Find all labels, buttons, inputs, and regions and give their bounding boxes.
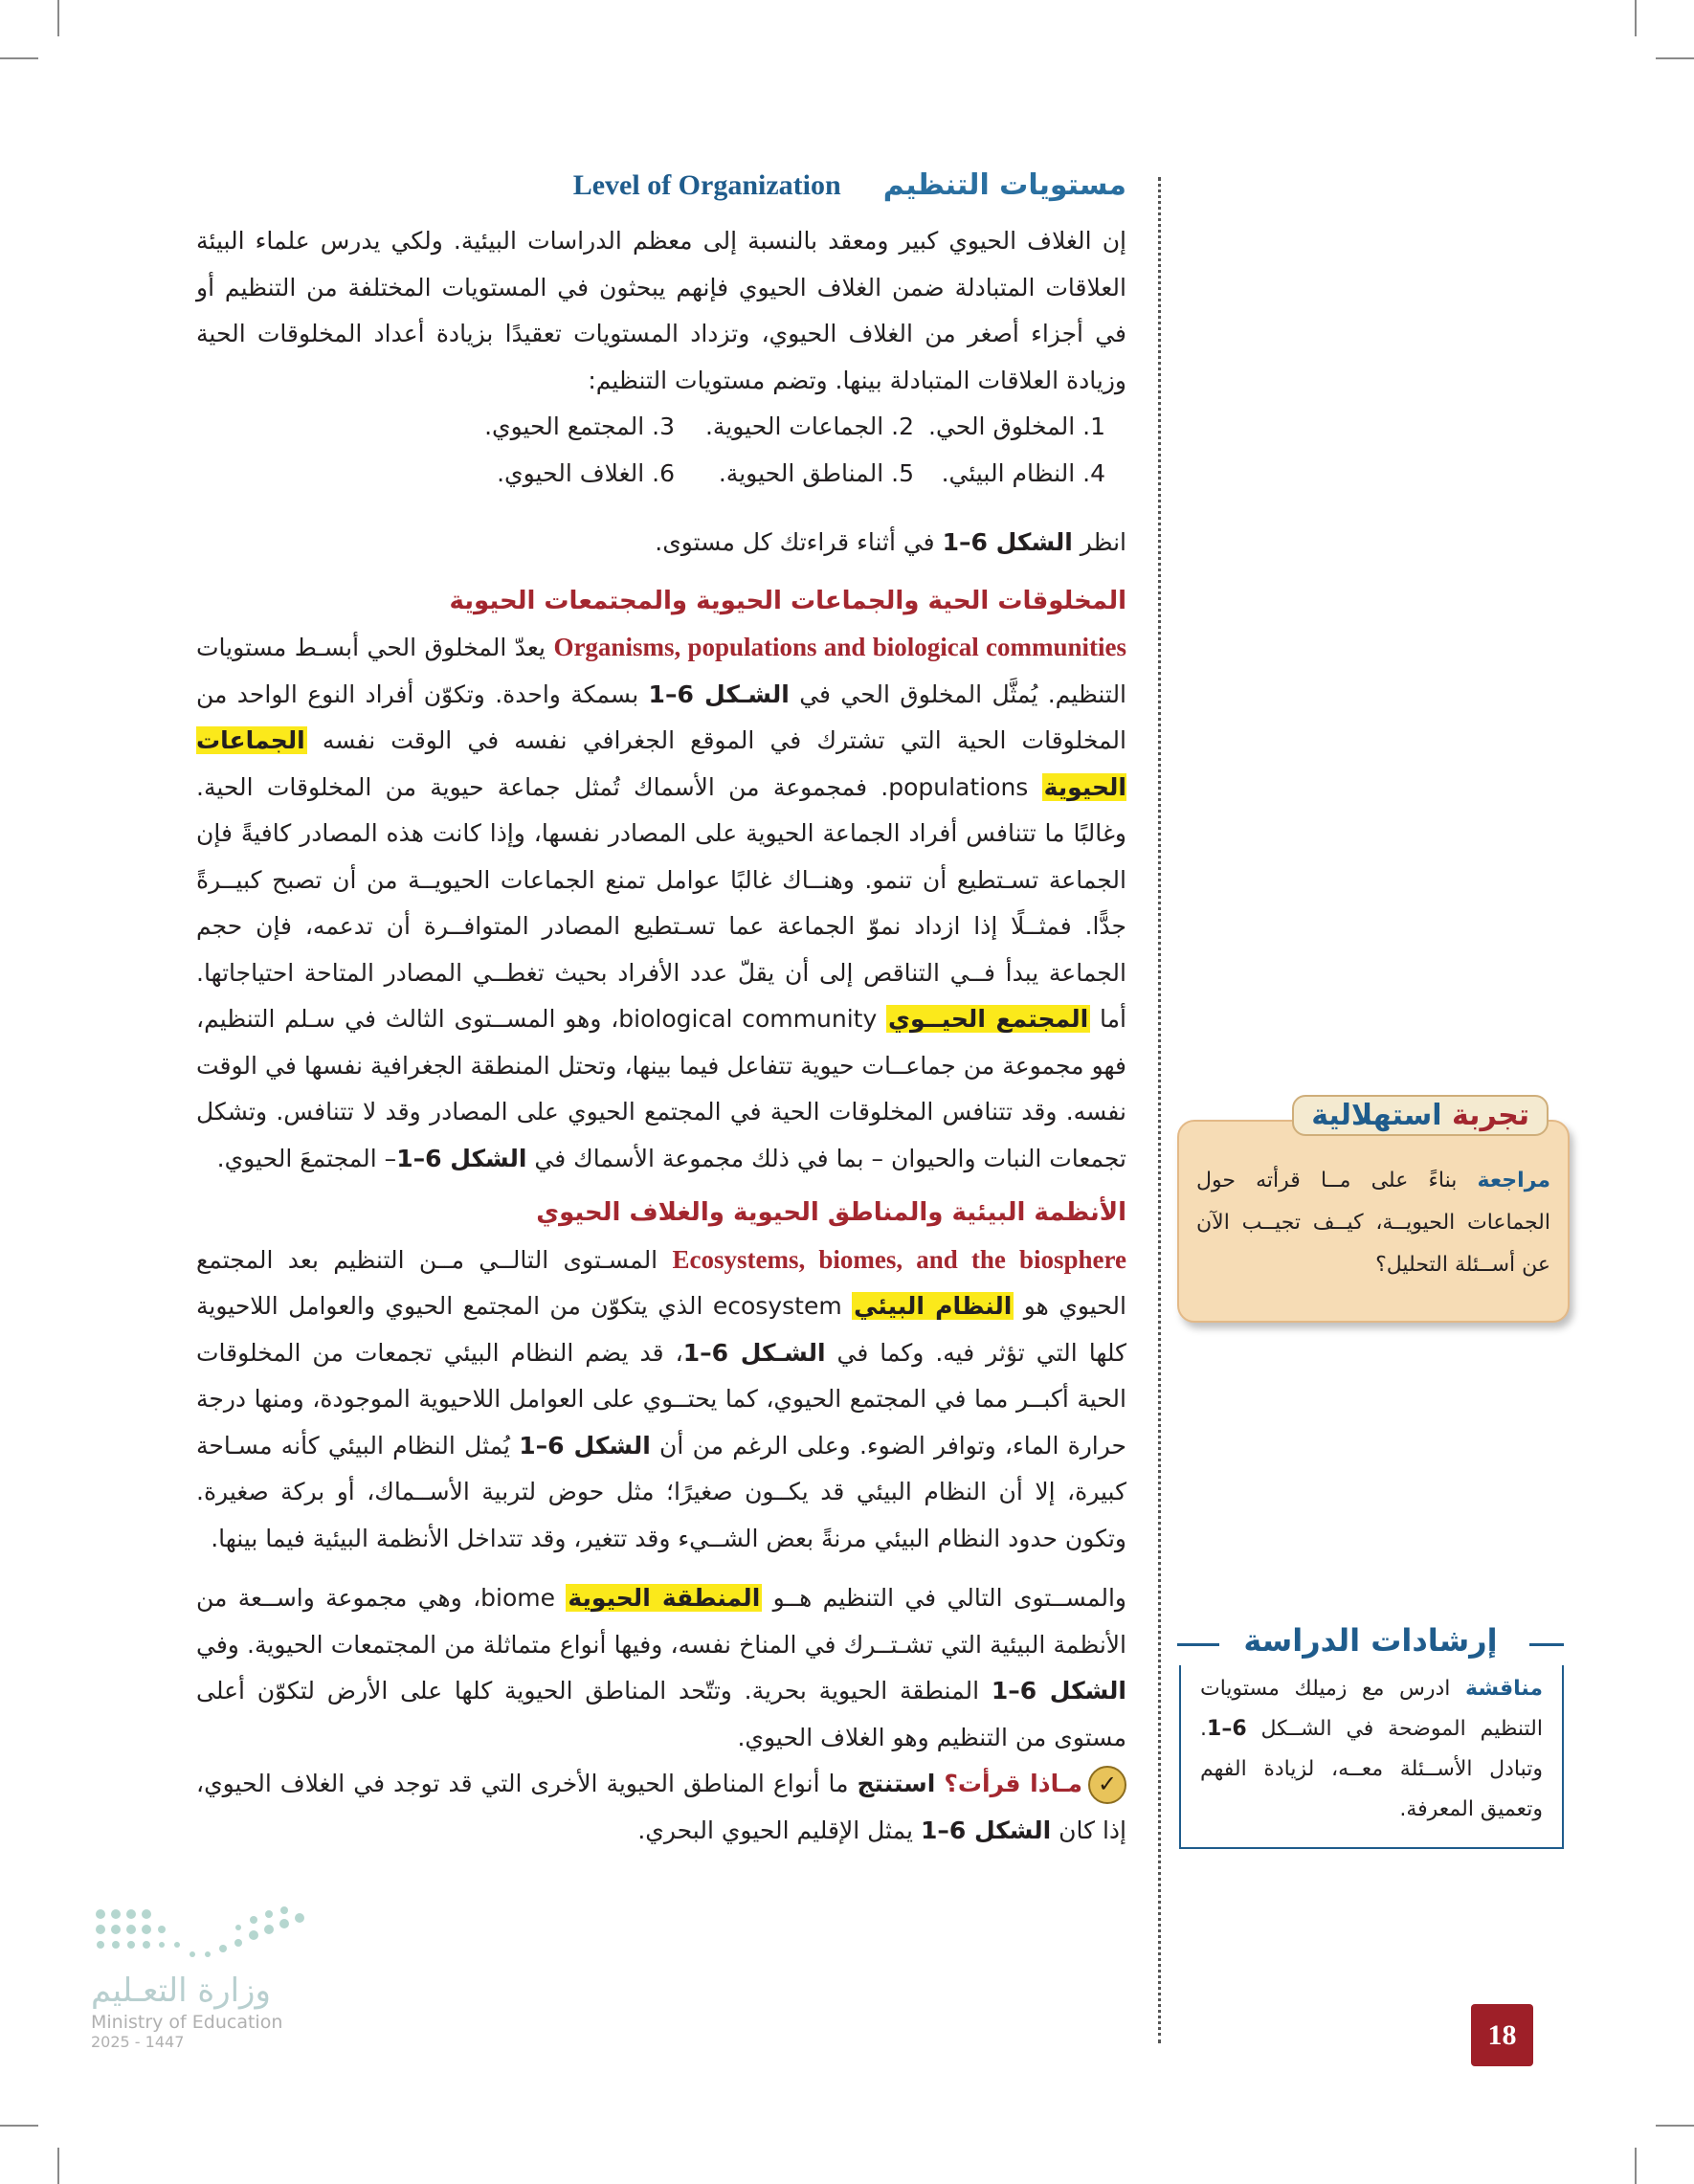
page-number: 18 [1471, 2004, 1533, 2066]
subsection-title-ar: الأنظمة البيئية والمناطق الحيوية والغلاف الحيوي [536, 1198, 1126, 1227]
text: ، قد يضم النظام البيئي تجمعات من المخلوقات الحية أكبــر مما في المجتمع الحيوي، كما يحتــوي على العوامل اللاحيوية الموجودة، ومنها درجة حرارة الماء، وتوافر الضوء. وعلى الرغم من أن [196, 1338, 1126, 1460]
organisms-paragraph [196, 624, 1126, 1182]
ministry-year: 2025 - 1447 [91, 2033, 185, 2051]
level-item: 4. النظام البيئي. [941, 458, 1105, 487]
ministry-name-ar: وزارة التعـليم [91, 1972, 271, 2010]
crop-mark [1635, 0, 1637, 36]
text: يعدّ المخلوق الحي أبسـط مستويات التنظيم. يُمثَّل المخلوق الحي في [196, 634, 1127, 708]
column-divider [1158, 177, 1161, 2043]
vocabulary-term: الجماعات الحيوية [196, 726, 1126, 801]
text: ecosystem الذي يتكوّن من المجتمع الحيوي والعوامل اللاحيوية كلها التي تؤثر فيه. وكما في [196, 1292, 1127, 1367]
section-title-en: Level of Organization [572, 169, 841, 201]
subsection-title-ar: المخلوقات الحية والجماعات الحيوية والمجتمعات الحيوية [449, 586, 1126, 615]
vocabulary-term: المجتمع الحيــوي [888, 1005, 1089, 1033]
subsection-title-en: Organisms, populations and biological communities [553, 633, 1126, 661]
text: تجربة [1451, 1099, 1529, 1132]
figure-reference: الشكل 6–1 [991, 1677, 1126, 1705]
vocabulary-term: المنطقة الحيوية [568, 1584, 761, 1612]
text: ادرس مع زميلك مستويات التنظيم الموضحة في الشــكل [1200, 1677, 1543, 1741]
reading-check [196, 1761, 1126, 1854]
section-title-ar: مستويات التنظيم [882, 168, 1126, 202]
text: populations. فمجموعة من الأسماك تُمثل جماعة حيوية من المخلوقات الحية. وغالبًا ما تتنافس أفراد الجماعة الحيوية على المصادر نفسها، وإذا كانت هذه المصادر كافيةً فإن الجماعة تسـتطيع أن تنمو. وهنــاك غالبًا عوامل تمنع الجماعات الحيويــة من أن تصبح كبيــرةً جدًّا. فمثــلًا إذا ازداد نموّ الجماعة عما تسـتطيع المصادر المتوافــرة أن تدعمه، فإن حجم الجماعة يبدأ فــي التناقص إلى أن يقلّ عدد الأفراد بحيث تغطــي المصادر المتاحة احتياجاتها. أما [196, 772, 1126, 1033]
intro-paragraph: إن الغلاف الحيوي كبير ومعقد بالنسبة إلى معظم الدراسات البيئية. ولكي يدرس علماء البيئة العلاقات المتبادلة ضمن الغلاف الحيوي فإنهم يبحثون في المستويات المختلفة من التنظيم أو في أجزاء أصغر من الغلاف الحيوي، وتزداد المستويات تعقيدًا بزيادة أعداد المخلوقات الحية وزيادة العلاقات المتبادلة بينها. وتضم مستويات التنظيم: [196, 227, 1126, 394]
text: يمثل الإقليم الحيوي البحري. [637, 1816, 921, 1844]
ministry-name-en: Ministry of Education [91, 2012, 283, 2033]
figure-reference: الشكل 6–1 [396, 1144, 527, 1172]
reading-check-verb: استنتج [857, 1770, 936, 1797]
reading-check-label: مـاذا قرأت؟ [944, 1770, 1082, 1797]
text: يُمثل النظام البيئي كأنه مسـاحة كبيرة، إلا أن النظام البيئي قد يكــون صغيرًا؛ مثل حوض لتربية الأســماك، أو بركة صغيرة. وتكون حدود النظام البيئي مرنةً بعض الشــيء وقد تتغير، وقد تتداخل الأنظمة البيئية فيما بينها. [196, 1431, 1126, 1552]
checkmark-icon: ✓ [1088, 1766, 1126, 1804]
figure-reference: الشكل 6–1 [942, 528, 1073, 556]
launch-lab-sidebar [1177, 1099, 1570, 1323]
crop-mark [1656, 57, 1694, 59]
level-item: 3. المجتمع الحيوي. [484, 412, 675, 440]
crop-mark [1635, 2148, 1637, 2184]
text: biological community، وهو المســتوى الثالث في سـلم التنظيم، فهو مجموعة من جماعــات حيوية تتفاعل فيما بينها، وتحتل المنطقة الجغرافية نفسها في الوقت نفسه. وقد تتنافس المخلوقات الحية في المجتمع الحيوي على المصادر وقد لا تتنافس. وتشكل تجمعات النبات والحيوان – بما في ذلك مجموعة الأسماك في [196, 1005, 1126, 1172]
text: بسمكة واحدة. وتكوّن أفراد النوع الواحد من المخلوقات الحية التي تشترك في الموقع الجغرافي نفسه في الوقت نفسه [196, 680, 1126, 754]
level-item: 6. الغلاف الحيوي. [497, 458, 675, 487]
main-column [196, 163, 1126, 1854]
section-heading [196, 163, 1126, 218]
figure-reference: الشـكل 6–1 [648, 680, 790, 708]
figure-reference: الشكل 6–1 [920, 1816, 1052, 1844]
biomes-paragraph [196, 1575, 1126, 1761]
vocabulary-term: النظام البيئي [854, 1292, 1013, 1320]
figure-reference: 6–1 [1207, 1717, 1247, 1741]
crop-mark [0, 2125, 38, 2127]
ministry-watermark [91, 1905, 321, 2051]
crop-mark [0, 57, 38, 59]
launch-lab-lead: مراجعة [1477, 1169, 1550, 1192]
text: – المجتمعَ الحيوي. [216, 1144, 397, 1172]
text: المنطقة الحيوية بحرية. وتتّحد المناطق الحيوية كلها على الأرض لتكوّن أعلى مستوى من التنظيم وهو الغلاف الحيوي. [196, 1677, 1126, 1751]
text: والمســتوى التالي في التنظيم هــو [762, 1584, 1127, 1612]
study-tips-lead: مناقشة [1465, 1677, 1543, 1701]
levels-list [196, 404, 1105, 497]
study-tips-box [1179, 1665, 1564, 1849]
launch-lab-title [1292, 1095, 1549, 1136]
level-item: 2. الجماعات الحيوية. [704, 412, 914, 440]
ecosystems-paragraph [196, 1237, 1126, 1563]
text: . وتبادل الأســئلة معــه، لزيادة الفهم وتعميق المعرفة. [1200, 1717, 1543, 1821]
crop-mark [57, 0, 59, 36]
study-tips-title: إرشادات الدراسة [1177, 1622, 1564, 1660]
figure-reference: الشـكل 6–1 [682, 1338, 826, 1367]
text: في أثناء قراءتك كل مستوى. [655, 528, 943, 556]
text: انظر [1072, 528, 1126, 556]
level-item: 1. المخلوق الحي. [928, 412, 1105, 440]
text: المسـتوى التالــي مــن التنظيم بعد المجتمع الحيوي هو [196, 1245, 1126, 1320]
figure-reference-paragraph [196, 520, 1126, 567]
crop-mark [57, 2148, 59, 2184]
text: بناءً على مــا قرأته حول الجماعات الحيويــة، كيــف تجيــب الآن عن أســئلة التحليل؟ [1196, 1169, 1550, 1277]
level-item: 5. المناطق الحيوية. [718, 458, 914, 487]
figure-reference: الشكل 6–1 [519, 1431, 651, 1460]
ministry-logo-icon [91, 1905, 321, 1972]
text: ما أنواع المناطق الحيوية الأخرى التي قد توجد في الغلاف الحيوي، إذا كان [196, 1770, 1126, 1844]
text: استهلالية [1311, 1099, 1442, 1132]
launch-lab-body [1196, 1160, 1550, 1286]
crop-mark [1656, 2125, 1694, 2127]
subsection-title-en: Ecosystems, biomes, and the biosphere [672, 1244, 1127, 1274]
text: biome، وهي مجموعة واســعة من الأنظمة البيئية التي تشـتــرك في المناخ نفسه، وفيها أنواع متماثلة من المجتمعات الحيوية. وفي [196, 1584, 1126, 1659]
